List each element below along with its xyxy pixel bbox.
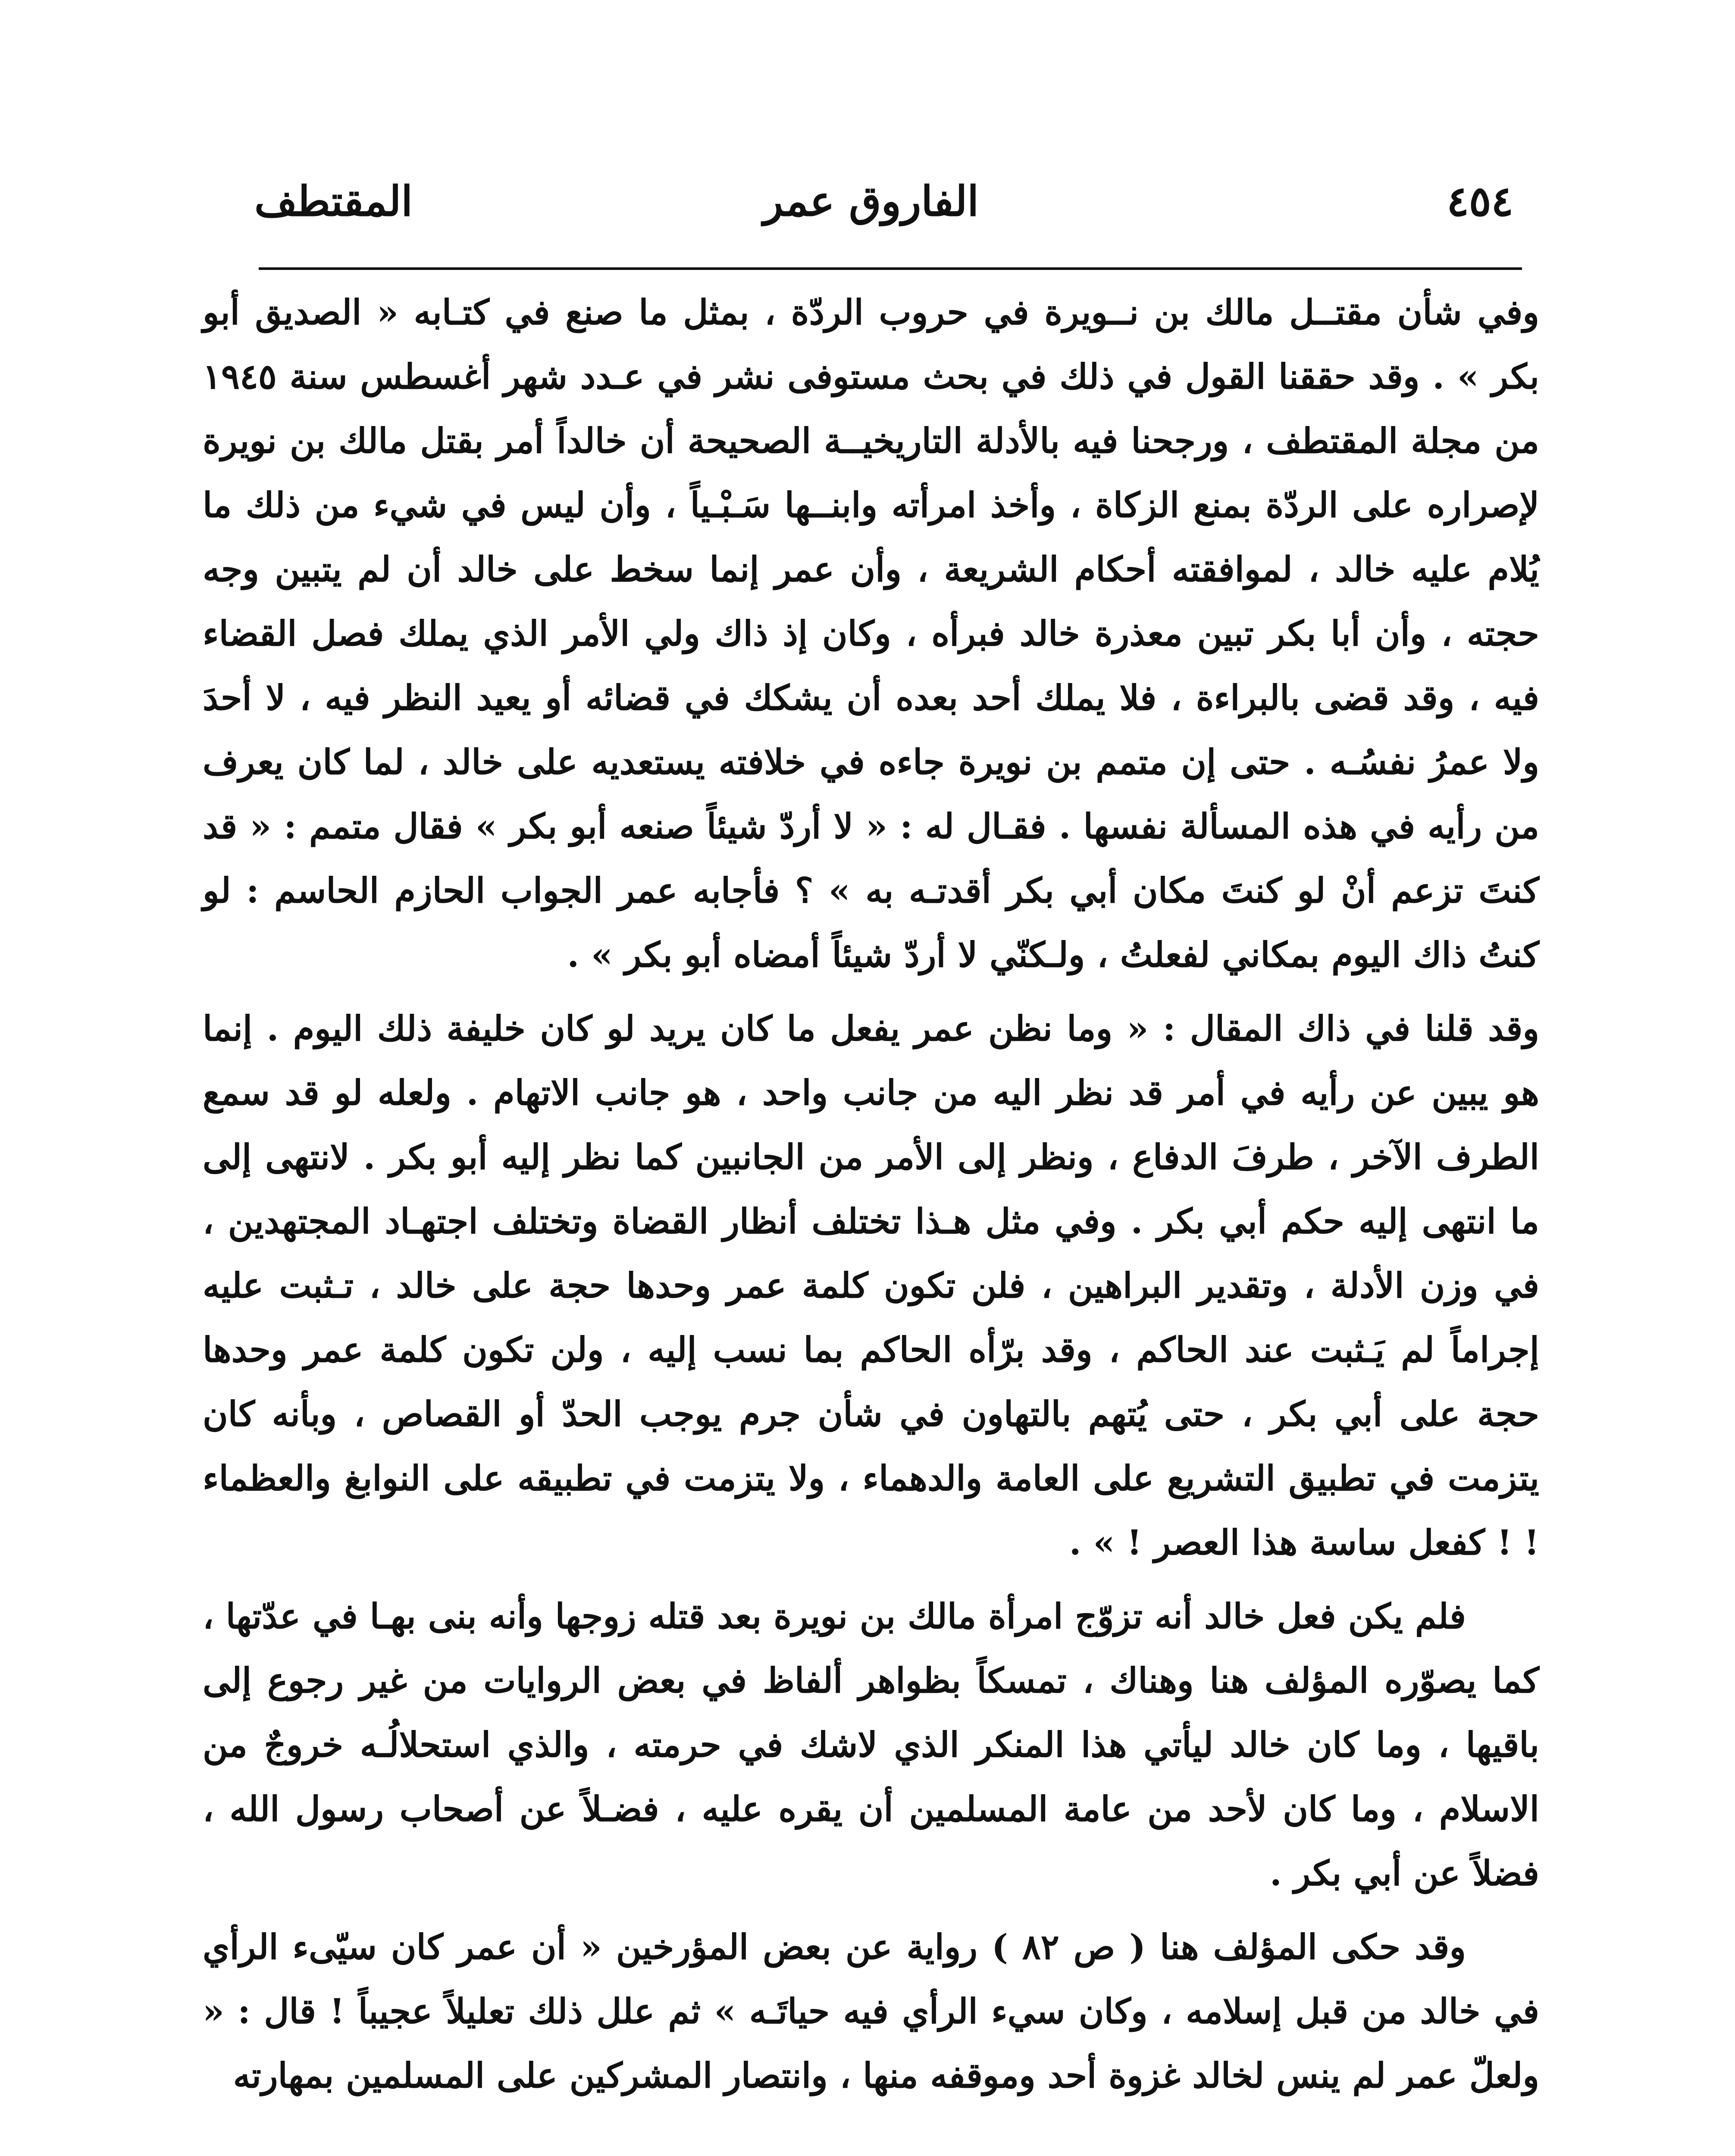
book-page xyxy=(203,138,1539,2156)
body-text xyxy=(203,280,1539,2117)
running-head xyxy=(203,138,1539,226)
chapter-title: الفاروق عمر xyxy=(763,177,979,226)
journal-name: المقتطف xyxy=(254,177,413,226)
paragraph-1: وفي شأن مقتــل مالك بن نــويرة في حروب الردّة ، بمثل ما صنع في كتـابه « الصديق أبو بكر » . وقد حققنا القول في ذلك في بحث مستوفى نشر في عـدد شهر أغسطس سنة ١٩٤٥ من مجلة المقتطف ، ورجحنا فيه بالأدلة التاريخيــة الصحيحة أن خالداً أمر بقتل مالك بن نويرة لإصراره على الردّة بمنع الزكاة ، وأخذ امرأته وابنــها سَـبْـياً ، وأن ليس في شيء من ذلك ما يُلام عليه خالد ، لموافقته أحكام الشريعة ، وأن عمر إنما سخط على خالد أن لم يتبين وجه حجته ، وأن أبا بكر تبين معذرة خالد فبرأه ، وكان إذ ذاك ولي الأمر الذي يملك فصل القضاء فيه ، وقد قضى بالبراءة ، فلا يملك أحد بعده أن يشكك في قضائه أو يعيد النظر فيه ، لا أحدَ ولا عمرُ نفسُـه . حتى إن متمم بن نويرة جاءه في خلافته يستعديه على خالد ، لما كان يعرف من رأيه في هذه المسألة نفسها . فقـال له : « لا أردّ شيئاً صنعه أبو بكر » فقال متمم : « قد كنتَ تزعم أنْ لو كنتَ مكان أبي بكر أقدتـه به » ؟ فأجابه عمر الجواب الحازم الحاسم : لو كنتُ ذاك اليوم بمكاني لفعلتُ ، ولـكنّي لا أردّ شيئاً أمضاه أبو بكر » . xyxy=(203,292,1540,975)
paragraph-3: فلم يكن فعل خالد أنه تزوّج امرأة مالك بن نويرة بعد قتله زوجها وأنه بنى بهـا في عدّتها ، كما يصوّره المؤلف هنا وهناك ، تمسكاً بظواهر ألفاظ في بعض الروايات من غير رجوع إلى باقيها ، وما كان خالد ليأتي هذا المنكر الذي لاشك في حرمته ، والذي استحلالُـه خروجٌ من الاسلام ، وما كان لأحد من عامة المسلمين أن يقره عليه ، فضـلاً عن أصحاب رسول الله ، فضلاً عن أبي بكر . xyxy=(203,1596,1539,1893)
paragraph-2: وقد قلنا في ذاك المقال : « وما نظن عمر يفعل ما كان يريد لو كان خليفة ذلك اليوم . إنما هو يبين عن رأيه في أمر قد نظر اليه من جانب واحد ، هو جانب الاتهام . ولعله لو قد سمع الطرف الآخر ، طرفَ الدفاع ، ونظر إلى الأمر من الجانبين كما نظر إليه أبو بكر . لانتهى إلى ما انتهى إليه حكم أبي بكر . وفي مثل هـذا تختلف أنظار القضاة وتختلف اجتهـاد المجتهدين ، في وزن الأدلة ، وتقدير البراهين ، فلن تكون كلمة عمر وحدها حجة على خالد ، تـثبت عليه إجراماً لم يَـثبت عند الحاكم ، وقد برّأه الحاكم بما نسب إليه ، ولن تكون كلمة عمر وحدها حجة على أبي بكر ، حتى يُتهم بالتهاون في شأن جرم يوجب الحدّ أو القصاص ، وبأنه كان يتزمت في تطبيق التشريع على العامة والدهماء ، ولا يتزمت في تطبيقه على النوابغ والعظماء ! ! كفعل ساسة هذا العصر ! » . xyxy=(203,1008,1540,1563)
page-number: ٤٥٤ xyxy=(1447,177,1513,226)
header-rule xyxy=(259,267,1522,270)
paragraph-4: وقد حكى المؤلف هنا ( ص ٨٢ ) رواية عن بعض المؤرخين « أن عمر كان سيّىء الرأي في خالد من قبل إسلامه ، وكان سيء الرأي فيه حياتَـه » ثم علل ذلك تعليلاً عجيباً ! قال : « ولعلّ عمر لم ينس لخالد غزوة أحد وموقفه منها ، وانتصار المشركين على المسلمين بمهارته xyxy=(203,1927,1539,2096)
